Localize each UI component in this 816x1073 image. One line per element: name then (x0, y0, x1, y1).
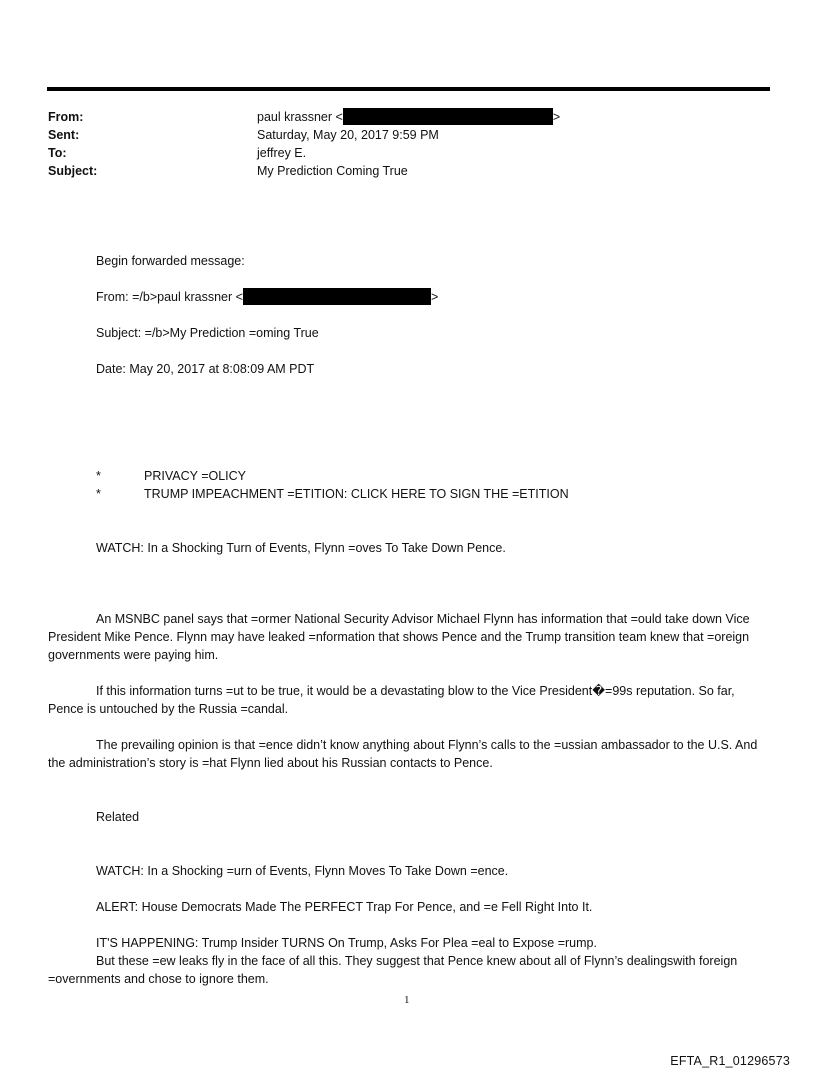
related-item: WATCH: In a Shocking =urn of Events, Flynn Moves To Take Down =ence. (96, 864, 509, 878)
subject-value: My Prediction Coming True (257, 164, 408, 178)
document-id: EFTA_R1_01296573 (670, 1054, 790, 1068)
to-value: jeffrey E. (257, 146, 307, 160)
from-value (257, 108, 560, 126)
to-label: To: (48, 146, 67, 160)
watch-headline: WATCH: In a Shocking Turn of Events, Flynn =oves To Take Down Pence. (96, 541, 506, 555)
sent-value: Saturday, May 20, 2017 9:59 PM (257, 128, 439, 142)
forward-from (96, 288, 438, 306)
paragraph-opinion: The prevailing opinion is that =ence didn’t know anything about Flynn’s calls to the =ussian ambassador to the U.S. And the administration’s story is =hat Flynn lied about his Russian contacts to Pence. (48, 738, 758, 770)
page-number: 1 (404, 994, 410, 1006)
paragraph-impact: If this information turns =ut to be true, it would be a devastating blow to the Vice President�=99s reputation. So far, Pence is untouched by the Russia =candal. (48, 684, 735, 716)
forward-subject: Subject: =/b>My Prediction =oming True (96, 326, 319, 340)
related-label: Related (96, 810, 140, 824)
bullet-privacy-policy: PRIVACY =OLICY (144, 469, 247, 483)
bullet-impeachment-petition: TRUMP IMPEACHMENT =ETITION: CLICK HERE TO SIGN THE =ETITION (144, 487, 569, 501)
paragraph-closing: But these =ew leaks fly in the face of all this. They suggest that Pence knew about all of Flynn’s dealingswith foreign =overnments and chose to ignore them. (48, 954, 738, 986)
subject-label: Subject: (48, 164, 98, 178)
forward-intro: Begin forwarded message: (96, 254, 245, 268)
redaction-bar (343, 108, 553, 125)
header-rule (47, 87, 770, 91)
forward-from-close: > (430, 290, 439, 304)
redaction-bar (243, 288, 431, 305)
bullet-marker: * (96, 487, 101, 501)
forward-from-text: From: =/b>paul krassner < (96, 290, 243, 304)
related-item: IT'S HAPPENING: Trump Insider TURNS On Trump, Asks For Plea =eal to Expose =rump. (96, 936, 597, 950)
from-close: > (552, 110, 561, 124)
from-name: paul krassner < (257, 110, 343, 124)
related-item: ALERT: House Democrats Made The PERFECT Trap For Pence, and =e Fell Right Into It. (96, 900, 593, 914)
from-label: From: (48, 110, 84, 124)
paragraph-msnbc: An MSNBC panel says that =ormer National Security Advisor Michael Flynn has information that =ould take down Vice President Mike Pence. Flynn may have leaked =nformation that shows Pence and the Trump transition team knew that =oreign governments were paying him. (48, 612, 750, 662)
bullet-marker: * (96, 469, 101, 483)
sent-label: Sent: (48, 128, 80, 142)
forward-date: Date: May 20, 2017 at 8:08:09 AM PDT (96, 362, 315, 376)
